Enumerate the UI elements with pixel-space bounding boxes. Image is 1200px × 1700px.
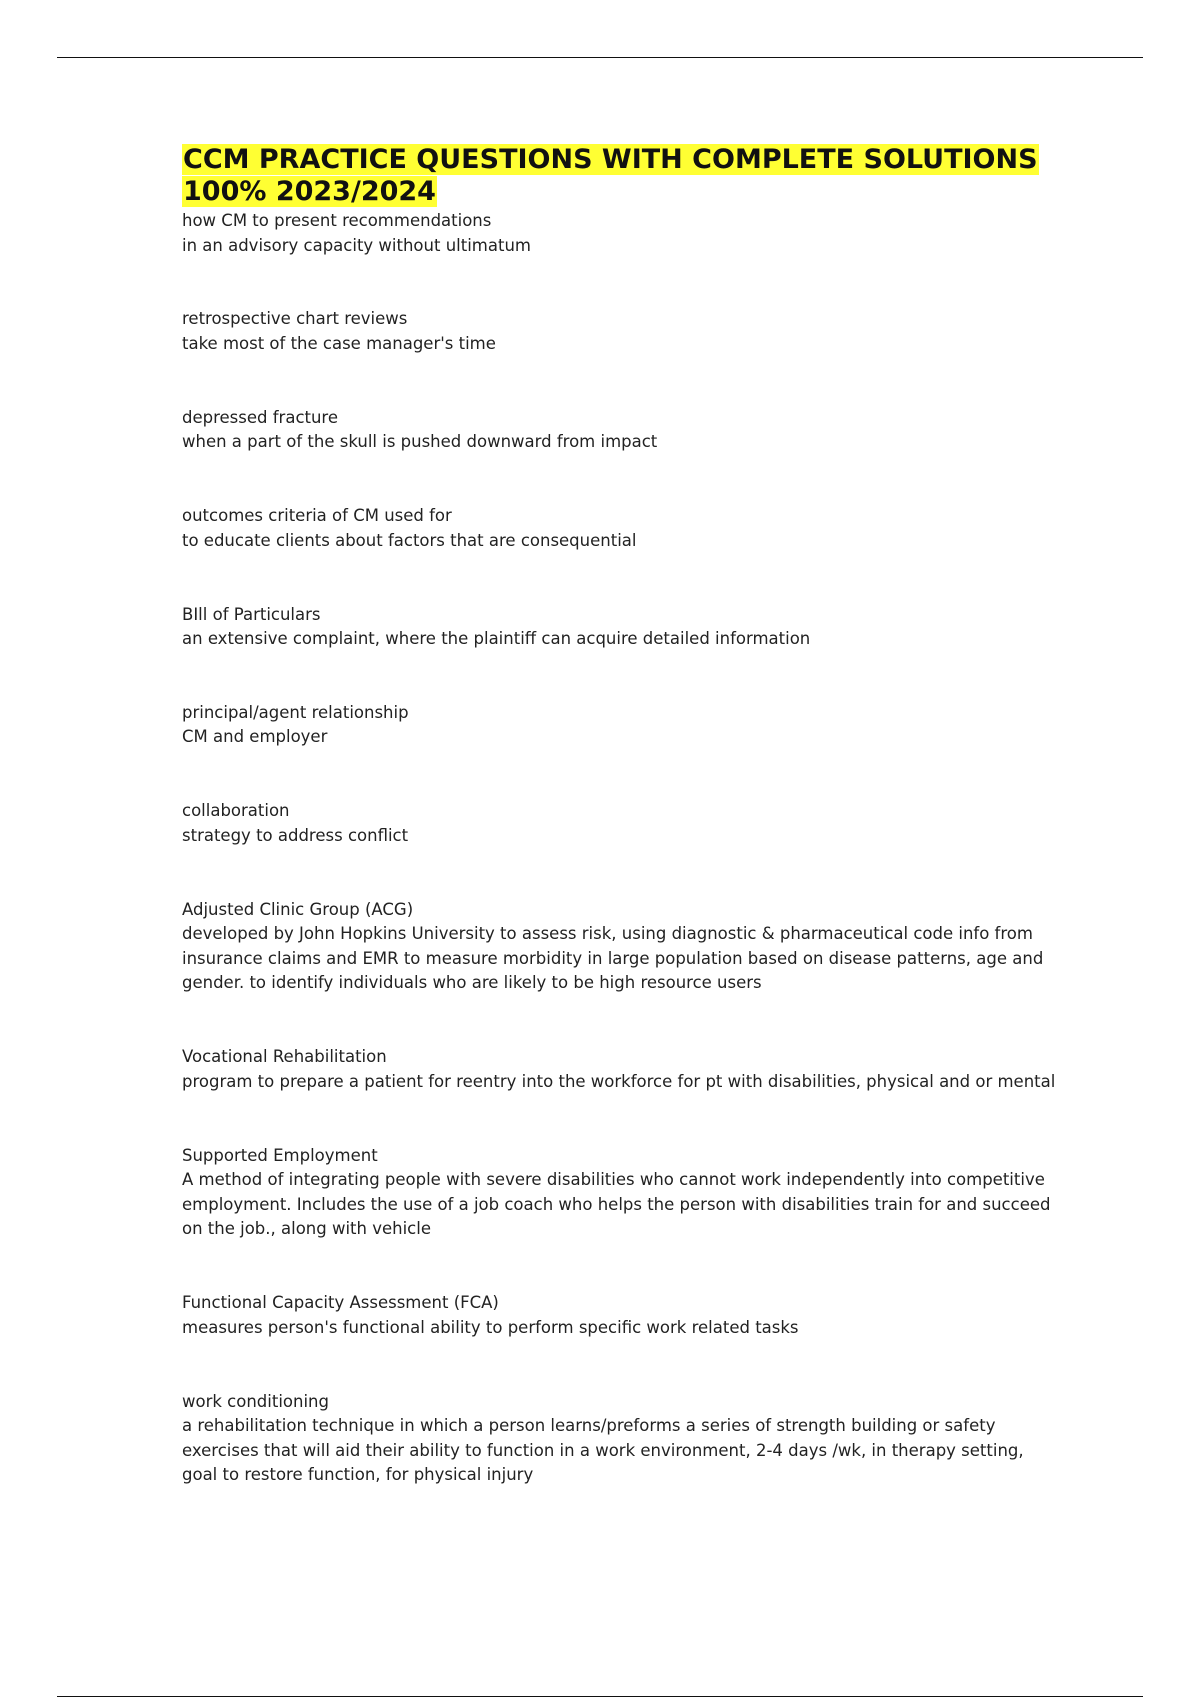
entry-definition: a rehabilitation technique in which a person learns/preforms a series of strength building or safety exercises that will aid their ability to function in a work environment, 2-4 days /wk, in therapy setting, goal to restore function, for physical injury xyxy=(182,1416,1024,1485)
entry-term: depressed fracture xyxy=(182,407,339,427)
entry-term: Supported Employment xyxy=(182,1145,378,1165)
entry-list xyxy=(182,209,1062,1488)
list-item xyxy=(182,504,1062,553)
list-item xyxy=(182,799,1062,848)
entry-term: how CM to present recommendations xyxy=(182,211,492,230)
entry-definition: A method of integrating people with severe disabilities who cannot work independently into competitive employment. Includes the use of a job coach who helps the person with disabilities train for and succeed on the job., along with vehicle xyxy=(182,1170,1051,1239)
entry-term: Adjusted Clinic Group (ACG) xyxy=(182,899,414,919)
document-title xyxy=(182,144,1062,208)
list-item xyxy=(182,898,1062,996)
entry-term: Vocational Rehabilitation xyxy=(182,1047,387,1067)
entry-term: principal/agent relationship xyxy=(182,702,409,722)
entry-term: collaboration xyxy=(182,801,290,821)
entry-term: BIll of Particulars xyxy=(182,604,321,624)
list-item xyxy=(182,1144,1062,1242)
entry-definition: strategy to address conflict xyxy=(182,825,409,845)
header-rule xyxy=(57,57,1143,58)
entry-definition: in an advisory capacity without ultimatum xyxy=(182,235,531,255)
footer-rule xyxy=(57,1696,1143,1697)
list-item xyxy=(182,209,1062,258)
document-body xyxy=(182,144,1062,1537)
list-item xyxy=(182,701,1062,750)
entry-term: outcomes criteria of CM used for xyxy=(182,506,452,526)
entry-definition: to educate clients about factors that are consequential xyxy=(182,530,637,550)
entry-definition: an extensive complaint, where the plaintiff can acquire detailed information xyxy=(182,629,811,649)
entry-definition: when a part of the skull is pushed downward from impact xyxy=(182,432,658,452)
entry-definition: measures person's functional ability to perform specific work related tasks xyxy=(182,1317,799,1337)
entry-term: work conditioning xyxy=(182,1391,329,1411)
entry-term: Functional Capacity Assessment (FCA) xyxy=(182,1293,499,1313)
list-item xyxy=(182,406,1062,455)
list-item xyxy=(182,1045,1062,1094)
list-item xyxy=(182,603,1062,652)
list-item xyxy=(182,1291,1062,1340)
entry-definition: CM and employer xyxy=(182,727,328,747)
entry-definition: take most of the case manager's time xyxy=(182,333,496,353)
entry-definition: program to prepare a patient for reentry into the workforce for pt with disabilities, physical and or mental xyxy=(182,1071,1056,1091)
entry-definition: developed by John Hopkins University to assess risk, using diagnostic & pharmaceutical code info from insurance claims and EMR to measure morbidity in large population based on disease patterns, age and gender. to identify individuals who are likely to be high resource users xyxy=(182,924,1044,993)
entry-term: retrospective chart reviews xyxy=(182,309,408,329)
list-item xyxy=(182,1390,1062,1488)
title-highlight: CCM PRACTICE QUESTIONS WITH COMPLETE SOLUTIONS 100% 2023/2024 xyxy=(183,144,1038,207)
list-item xyxy=(182,307,1062,356)
